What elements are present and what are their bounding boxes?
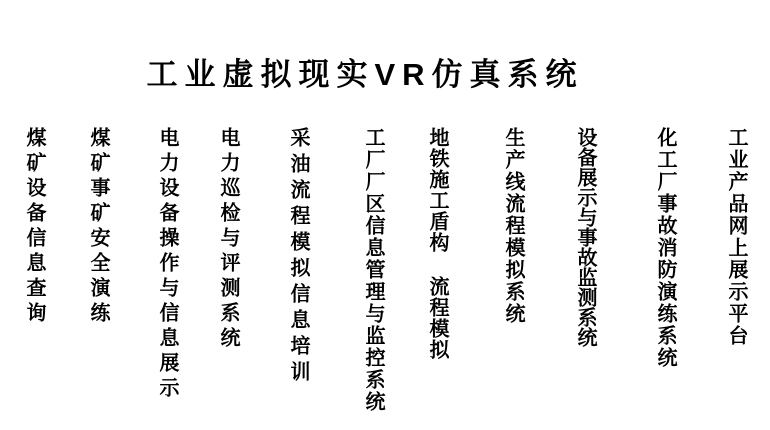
menu-item-oil-extraction-process-simulation-training[interactable]: 采油流程模拟信息培训 xyxy=(287,127,309,387)
menu-item-factory-area-info-management-monitoring-system[interactable]: 工厂厂区信息管理与监控系统 xyxy=(362,127,384,413)
menu-item-power-inspection-evaluation-system[interactable]: 电力巡检与评测系统 xyxy=(217,127,239,352)
menu-item-subway-shield-construction-process-simulation[interactable]: 地铁施工盾构 流程模拟 xyxy=(426,127,448,360)
menu-item-industrial-products-online-platform[interactable]: 工业产品网上展示平台 xyxy=(725,127,747,347)
menu-item-coal-mine-safety-drill[interactable]: 煤矿事矿安全演练 xyxy=(87,127,109,327)
menu-item-production-line-process-simulation-system[interactable]: 生产线流程模拟系统 xyxy=(502,127,524,325)
menu-item-power-equipment-operation-info-display[interactable]: 电力设备操作与信息展示 xyxy=(156,127,178,402)
menu-item-equipment-display-accident-monitoring-system[interactable]: 设备展示与事故监测系统 xyxy=(574,127,596,347)
menu-item-chemical-plant-fire-drill-system[interactable]: 化工厂事故消防演练系统 xyxy=(654,127,676,369)
menu-item-coal-mine-equipment-info-query[interactable]: 煤矿设备信息查询 xyxy=(23,127,45,327)
page-title: 工业虚拟现实VR仿真系统 xyxy=(146,56,584,92)
